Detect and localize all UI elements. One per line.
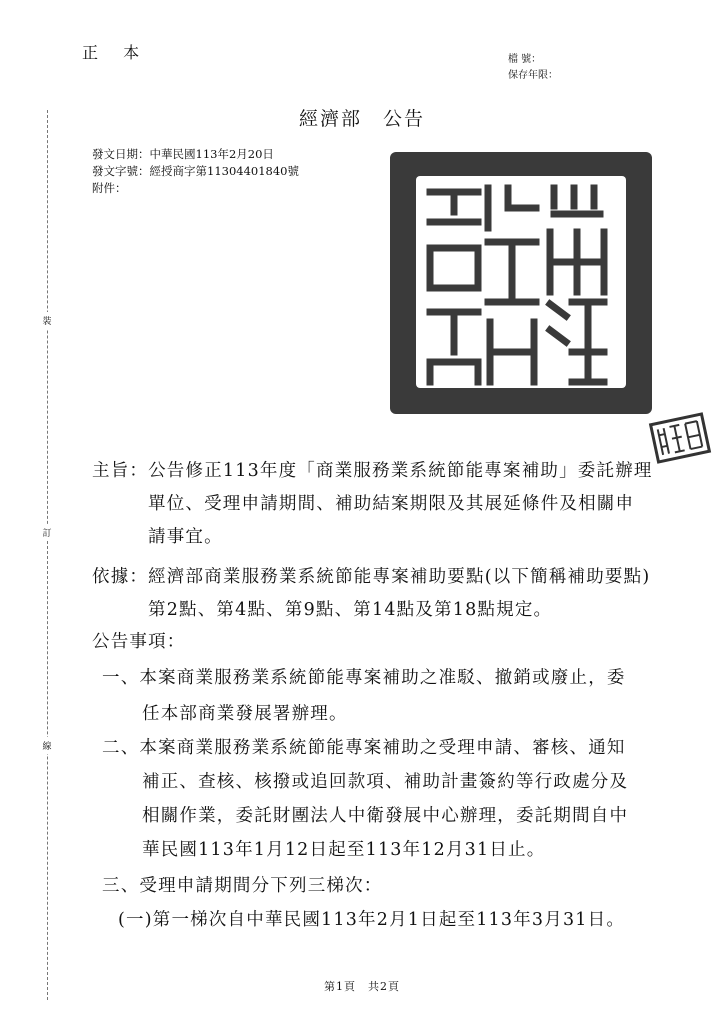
- item3-sub1-line: (一)第一梯次自中華民國113年2月1日起至113年3月31日。: [118, 910, 626, 930]
- page-title: 經濟部 公告: [298, 108, 425, 130]
- retention-label: 保存年限：: [508, 70, 558, 81]
- copy-mark: 正 本: [82, 43, 150, 62]
- subject-line-1: 主旨：公告修正113年度「商業服務業系統節能專案補助」委託辦理: [92, 461, 653, 481]
- basis-line-1: 依據：經濟部商業服務業系統節能專案補助要點(以下簡稱補助要點): [92, 567, 651, 587]
- document-number: 發文字號：經授商字第11304401840號: [92, 164, 299, 178]
- binding-margin-line: [47, 110, 48, 1000]
- item2-line-3: 相關作業，委託財團法人中衛發展中心辦理，委託期間自中: [142, 806, 629, 826]
- item2-line-4: 華民國113年1月12日起至113年12月31日止。: [142, 840, 546, 860]
- item2-line-2: 補正、查核、核撥或追回款項、補助計畫簽約等行政處分及: [142, 772, 629, 792]
- item3-line: 三、受理申請期間分下列三梯次：: [102, 876, 383, 896]
- item1-line-2: 任本部商業發展署辦理。: [142, 704, 348, 724]
- issue-date: 發文日期：中華民國113年2月20日: [92, 147, 274, 161]
- file-number-label: 檔 號：: [508, 54, 542, 65]
- margin-label-ding: 訂: [40, 524, 54, 541]
- page-number: 第1頁 共2頁: [324, 980, 400, 993]
- basis-line-2: 第2點、第4點、第9點、第14點及第18點規定。: [148, 600, 553, 620]
- side-stamp-icon: [648, 410, 712, 467]
- file-meta: [508, 52, 558, 84]
- document-info: [92, 146, 299, 197]
- official-seal-image: [390, 152, 652, 414]
- margin-label-zhuang: 裝: [40, 312, 54, 329]
- item1-line-1: 一、本案商業服務業系統節能專案補助之准駁、撤銷或廢止，委: [102, 668, 626, 688]
- notice-heading: 公告事項：: [92, 632, 186, 652]
- seal-glyphs-icon: [390, 152, 652, 414]
- subject-line-2: 單位、受理申請期間、補助結案期限及其展延條件及相關申: [148, 494, 635, 514]
- margin-label-xian: 線: [40, 737, 54, 754]
- subject-line-3: 請事宜。: [148, 527, 223, 547]
- side-stamp-image: [648, 410, 712, 467]
- item2-line-1: 二、本案商業服務業系統節能專案補助之受理申請、審核、通知: [102, 738, 626, 758]
- attachment-label: 附件：: [92, 181, 127, 195]
